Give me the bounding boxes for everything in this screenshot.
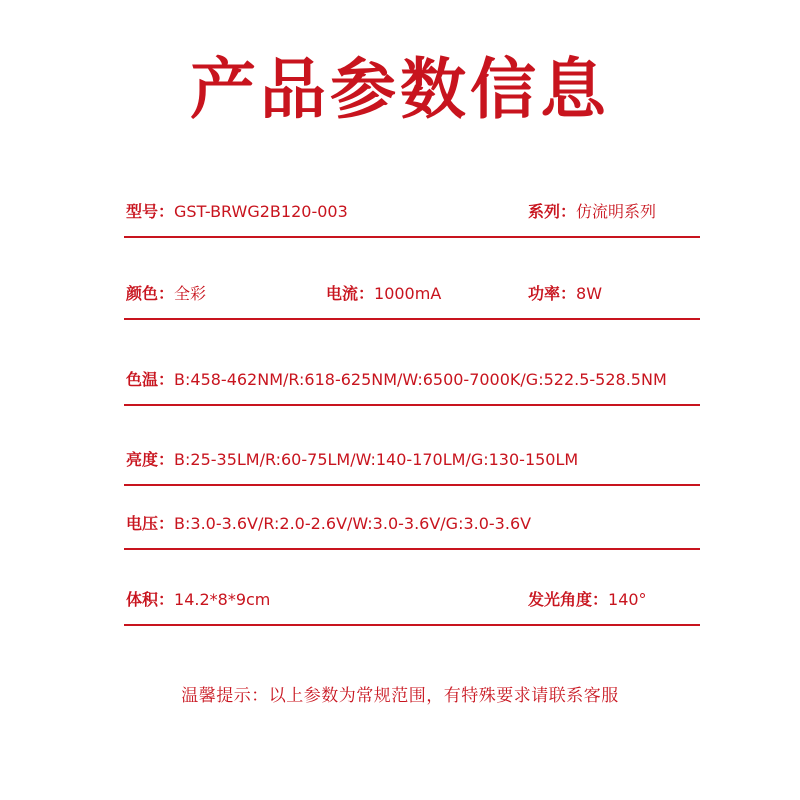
beam-angle-value: 140° bbox=[608, 590, 647, 609]
model-label: 型号： bbox=[126, 202, 175, 221]
series-cell bbox=[528, 199, 656, 225]
volume-cell bbox=[126, 587, 270, 613]
row-divider bbox=[124, 484, 700, 486]
row-divider bbox=[124, 624, 700, 626]
spec-row-color bbox=[124, 281, 700, 307]
spec-row-color-temp bbox=[124, 367, 700, 393]
spec-row-brightness bbox=[124, 447, 700, 473]
power-cell bbox=[528, 281, 602, 307]
volume-value: 14.2*8*9cm bbox=[174, 590, 271, 609]
color-temp-cell bbox=[126, 367, 667, 393]
page-title: 产品参数信息 bbox=[190, 51, 610, 128]
tip-note: 温馨提示：以上参数为常规范围，有特殊要求请联系客服 bbox=[181, 686, 619, 706]
voltage-value: B:3.0-3.6V/R:2.0-2.6V/W:3.0-3.6V/G:3.0-3.6V bbox=[174, 514, 532, 533]
current-cell bbox=[326, 281, 441, 307]
brightness-value: B:25-35LM/R:60-75LM/W:140-170LM/G:130-150LM bbox=[174, 450, 579, 469]
volume-label: 体积： bbox=[126, 590, 175, 609]
brightness-cell bbox=[126, 447, 578, 473]
color-label: 颜色： bbox=[126, 284, 175, 303]
color-temp-value: B:458-462NM/R:618-625NM/W:6500-7000K/G:522.5-528.5NM bbox=[174, 370, 667, 389]
power-value: 8W bbox=[576, 284, 603, 303]
series-value: 仿流明系列 bbox=[576, 202, 657, 221]
color-cell bbox=[126, 281, 206, 307]
row-divider bbox=[124, 548, 700, 550]
brightness-label: 亮度： bbox=[126, 450, 175, 469]
spec-row-model bbox=[124, 199, 700, 225]
spec-row-volume bbox=[124, 587, 700, 613]
row-divider bbox=[124, 318, 700, 320]
beam-angle-label: 发光角度： bbox=[528, 590, 609, 609]
beam-angle-cell bbox=[528, 587, 647, 613]
series-label: 系列： bbox=[528, 202, 577, 221]
model-value: GST-BRWG2B120-003 bbox=[174, 202, 348, 221]
voltage-cell bbox=[126, 511, 531, 537]
spec-row-voltage bbox=[124, 511, 700, 537]
voltage-label: 电压： bbox=[126, 514, 175, 533]
row-divider bbox=[124, 236, 700, 238]
current-label: 电流： bbox=[326, 284, 375, 303]
model-cell bbox=[126, 199, 348, 225]
power-label: 功率： bbox=[528, 284, 577, 303]
current-value: 1000mA bbox=[374, 284, 442, 303]
color-temp-label: 色温： bbox=[126, 370, 175, 389]
row-divider bbox=[124, 404, 700, 406]
color-value: 全彩 bbox=[174, 284, 207, 303]
